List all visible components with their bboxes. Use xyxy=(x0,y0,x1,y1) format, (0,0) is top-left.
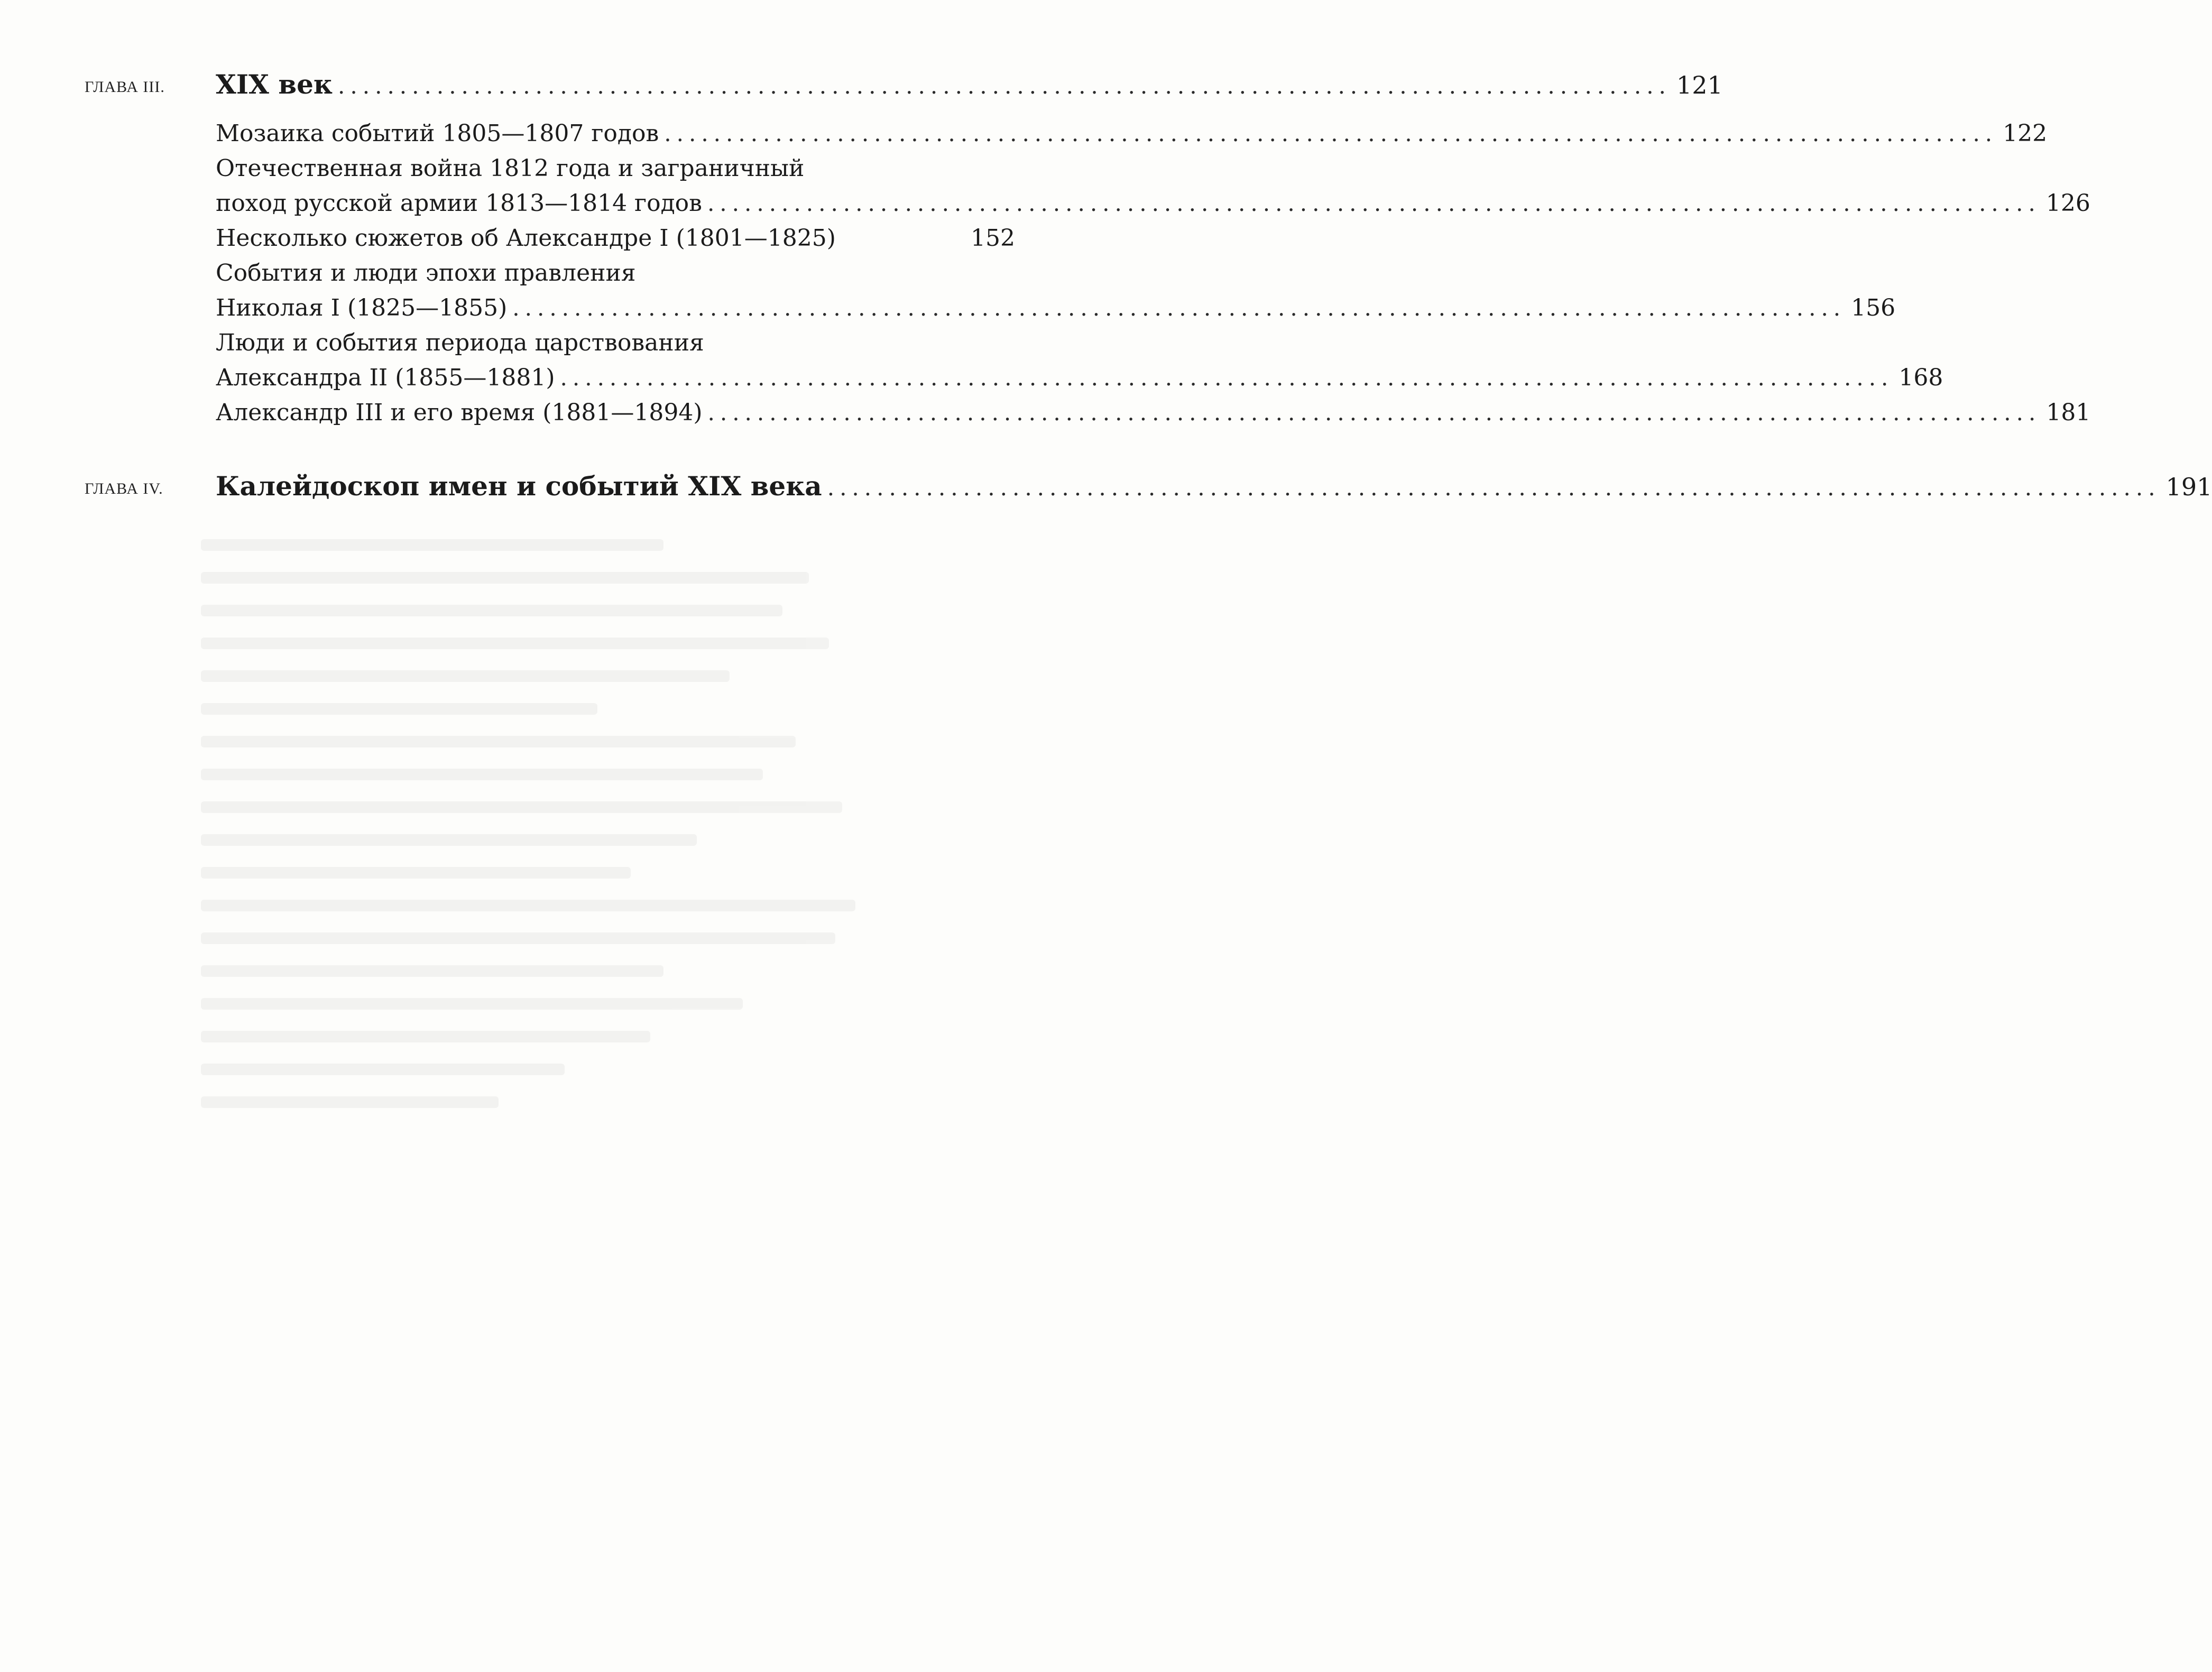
toc-entry[interactable] xyxy=(216,395,2091,430)
dot-leader: ............................................................................................................ xyxy=(707,400,2041,426)
dot-leader: ............................................................................................................ xyxy=(827,475,2161,501)
toc-entry-title: поход русской армии 1813—1814 годов xyxy=(216,190,702,217)
chapter-4-page-number: 191 xyxy=(2165,473,2212,501)
toc-entry-line xyxy=(216,186,2090,221)
toc-entry-title: Александра II (1855—1881) xyxy=(216,364,555,391)
toc-entry[interactable] xyxy=(216,256,1896,326)
toc-entry-page-number: 126 xyxy=(2045,190,2090,217)
dot-leader: ............................................................................................................ xyxy=(338,73,1671,99)
dot-leader: ............................................................................................................ xyxy=(512,295,1846,321)
toc-entry-title: Александр III и его время (1881—1894) xyxy=(216,399,703,426)
toc-entry-page-number: 122 xyxy=(2003,120,2048,147)
toc-entry-line xyxy=(216,395,2091,430)
toc-entry-title: Несколько сюжетов об Александре I (1801—1825) xyxy=(216,225,836,252)
toc-entry[interactable] xyxy=(216,151,2090,221)
toc-entry-title-line: События и люди эпохи правления xyxy=(216,260,636,287)
toc-entry-title: Мозаика событий 1805—1807 годов xyxy=(216,120,659,147)
chapter-3-page-number: 121 xyxy=(1676,71,1723,99)
chapter-3-title: XIX век xyxy=(216,69,333,100)
toc-entry[interactable] xyxy=(216,221,1015,256)
toc-entry[interactable] xyxy=(216,326,1943,395)
toc-entry-line xyxy=(216,291,1896,326)
toc-entry-line xyxy=(216,361,1943,395)
toc-entry[interactable] xyxy=(216,116,2048,151)
chapter-4-heading[interactable] xyxy=(216,470,2212,502)
toc-entry-page-number: 156 xyxy=(1851,294,1896,321)
reverse-side-show-through xyxy=(201,539,862,1544)
dot-leader: ............................................................................................................ xyxy=(664,121,1998,146)
toc-entry-line xyxy=(216,116,2048,151)
toc-entry-title-line: Люди и события периода царствования xyxy=(216,329,704,356)
dot-leader: ............................................................................................................ xyxy=(707,190,2041,216)
dot-leader: ............................................................................................................ xyxy=(560,365,1894,391)
toc-entry-line xyxy=(216,221,1015,256)
chapter-3-label: ГЛАВА III. xyxy=(85,78,165,96)
chapter-4-title: Калейдоскоп имен и событий XIX века xyxy=(216,470,822,502)
toc-entry-page-number: 152 xyxy=(971,225,1015,252)
toc-entry-page-number: 181 xyxy=(2046,399,2091,426)
toc-entry-page-number: 168 xyxy=(1898,364,1943,391)
chapter-4-label: ГЛАВА IV. xyxy=(85,480,163,497)
chapter-3-heading[interactable] xyxy=(216,69,1723,100)
toc-entry-title: Николая I (1825—1855) xyxy=(216,294,508,321)
toc-entry-title-line: Отечественная война 1812 года и заграничный xyxy=(216,155,805,182)
